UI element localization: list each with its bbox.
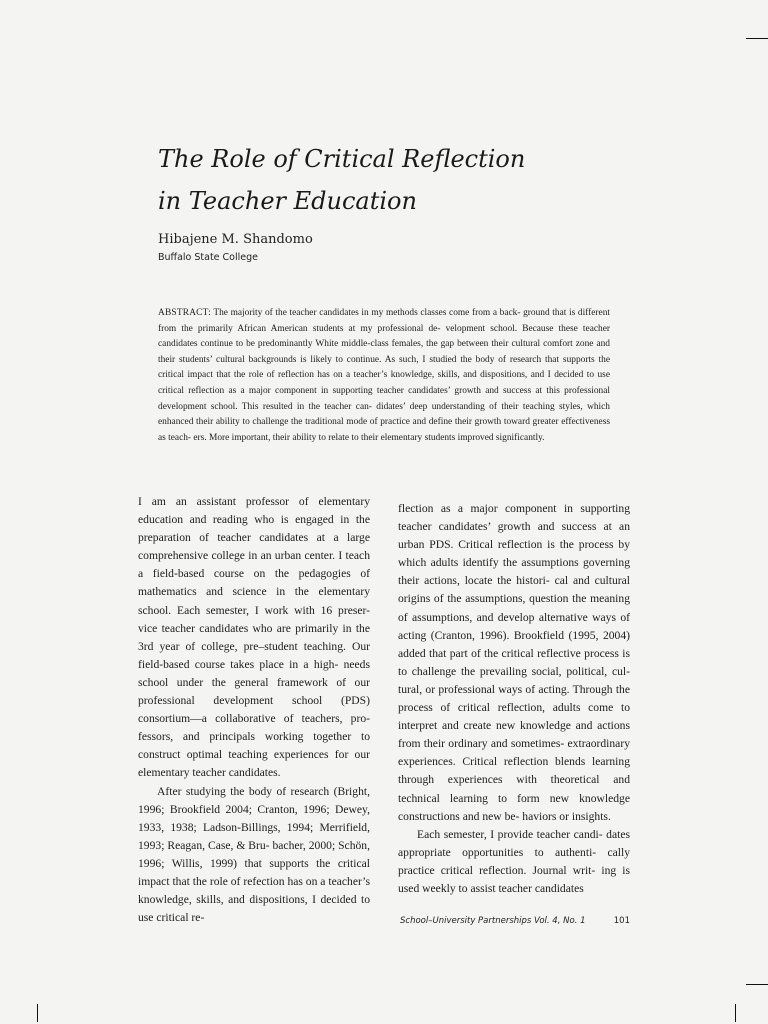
paragraph: Each semester, I provide teacher candi- dates appropriate opportunities to authenti- cally practice critical reflection. Journal writ- ing is used weekly to assist teacher candidates (398, 827, 630, 895)
abstract (158, 306, 610, 446)
abstract-text: The majority of the teacher candidates in my methods classes come from a back- ground that is different from the primarily African American students at my professional de- velopment school. Because these teacher candidates continue to be predominantly White middle-class females, the gap between their cultural comfort zone and their students’ cultural backgrounds is likely to continue. As such, I studied the body of research that supports the critical impact that the role of reflection has on a teacher’s knowledge, skills, and dispositions, and I decided to use critical reflection as a major component in supporting teacher candidates’ growth and success at this professional development school. This resulted in the teacher can- didates’ deep understanding of their teaching styles, which enhanced their ability to challenge the traditional mode of practice and define their growth toward greater effectiveness as teach- ers. More important, their ability to relate to their elementary students improved significantly. (158, 308, 610, 443)
paragraph: After studying the body of research (Bright, 1996; Brookfield 2004; Cranton, 1996; Dewey, 1933, 1938; Ladson-Billings, 1994; Merrifield, 1993; Reagan, Case, & Bru- bacher, 2000; Schön, 1996; Willis, 1999) that supports the critical impact that the role of refection has on a teacher’s knowledge, skills, and dispositions, I decided to use critical re- (138, 784, 370, 925)
paragraph: flection as a major component in supporting teacher candidates’ growth and success at an urban PDS. Critical reflection is the process by which adults identify the assumptions governing their actions, locate the histori- cal and cultural origins of the assumptions, question the meaning of assumptions, and develop alternative ways of acting (Cranton, 1996). Brookfield (1995, 2004) added that part of the critical reflective process is to challenge the prevailing social, political, cul- tural, or professional ways of acting. Through the process of critical reflection, adults come to interpret and create new knowledge and actions from their ordinary and sometimes- extraordinary experiences. Critical reflection blends learning through experiences with theoretical and technical learning to form new knowledge constructions and new be- haviors or insights. (398, 502, 630, 823)
title-line-2: in Teacher Education (158, 187, 417, 215)
author-affiliation: Buffalo State College (158, 252, 258, 263)
crop-mark (746, 38, 768, 39)
crop-mark (735, 1004, 736, 1022)
abstract-label: ABSTRACT: (158, 308, 211, 318)
crop-mark (37, 1004, 38, 1022)
page-footer (400, 916, 632, 926)
article-title (158, 138, 678, 222)
paragraph: I am an assistant professor of elementary education and reading who is engaged in the preparation of teacher candidates at a large comprehensive college in an urban center. I teach a field-based course on the pedagogies of mathematics and science in the elementary school. Each semester, I work with 16 preser- vice teacher candidates who are primarily in the 3rd year of college, pre–student teaching. Our field-based course takes place in a high- needs school under the general framework of our professional development school (PDS) consortium—a collaborative of teachers, pro- fessors, and principals working together to construct optimal teaching experiences for our elementary teacher candidates. (138, 495, 370, 780)
body-column-right (398, 500, 630, 898)
title-line-1: The Role of Critical Reflection (158, 145, 526, 173)
journal-citation: School–University Partnerships Vol. 4, No. 1 (400, 916, 586, 926)
crop-mark (746, 984, 768, 985)
body-column-left (138, 493, 370, 927)
page-number: 101 (613, 916, 630, 926)
author-name: Hibajene M. Shandomo (158, 232, 313, 247)
